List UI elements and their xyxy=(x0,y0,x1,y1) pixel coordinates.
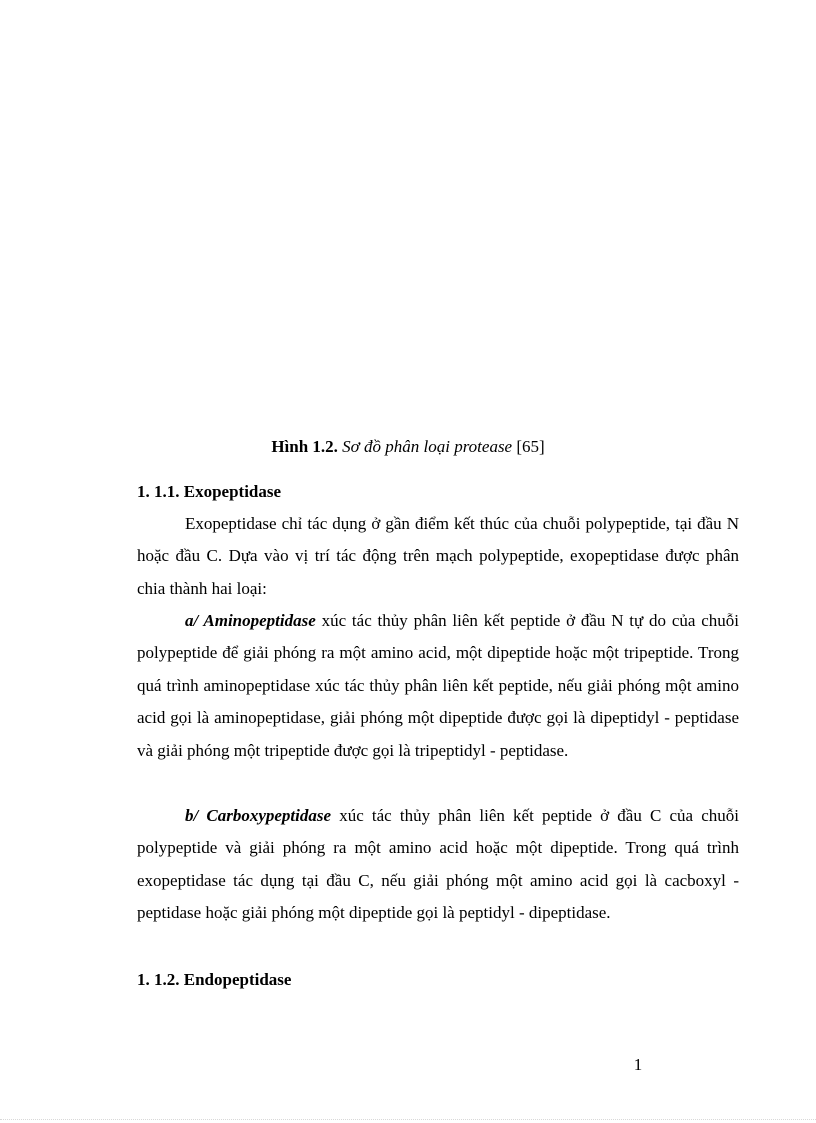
term-aminopeptidase: a/ Aminopeptidase xyxy=(185,611,316,630)
term-carboxypeptidase: b/ Carboxypeptidase xyxy=(185,806,332,825)
page-number: 1 xyxy=(633,1055,643,1074)
caption-reference: [65] xyxy=(516,437,545,456)
paragraph-exopeptidase-intro: Exopeptidase chỉ tác dụng ở gần điểm kết thúc của chuỗi polypeptide, tại đầu N hoặc đầu C. Dựa vào vị trí tác động trên mạch polypeptide, exopeptidase được phân chia thành hai loại: xyxy=(137,514,739,598)
carboxypeptidase-text: xúc tác thủy phân liên kết peptide ở đầu C của chuỗi polypeptide và giải phóng ra một amino acid hoặc một dipeptide. Trong quá trình exopeptidase tác dụng tại đầu C, nếu giải phóng một amino acid gọi là cacboxyl - peptidase hoặc giải phóng một dipeptide gọi là peptidyl - dipeptidase. xyxy=(137,806,739,923)
section-heading-endopeptidase: 1. 1.2. Endopeptidase xyxy=(137,970,292,989)
figure-caption xyxy=(0,436,816,458)
page-bottom-divider xyxy=(0,1119,816,1120)
aminopeptidase-text: xúc tác thủy phân liên kết peptide ở đầu N tự do của chuỗi polypeptide để giải phóng ra một amino acid, một dipeptide hoặc một tripeptide. Trong quá trình aminopeptidase xúc tác thủy phân liên kết peptide, nếu giải phóng một amino acid gọi là aminopeptidase, giải phóng một dipeptide được gọi là dipeptidyl - peptidase và giải phóng một tripeptide được gọi là tripeptidyl - peptidase. xyxy=(137,611,739,760)
paragraph-aminopeptidase xyxy=(137,605,739,767)
section-heading-exopeptidase: 1. 1.1. Exopeptidase xyxy=(137,482,282,501)
caption-label: Hình 1.2. xyxy=(271,437,338,456)
paragraph-carboxypeptidase xyxy=(137,800,739,930)
caption-title: Sơ đồ phân loại protease xyxy=(342,437,513,456)
figure-placeholder xyxy=(0,0,816,420)
